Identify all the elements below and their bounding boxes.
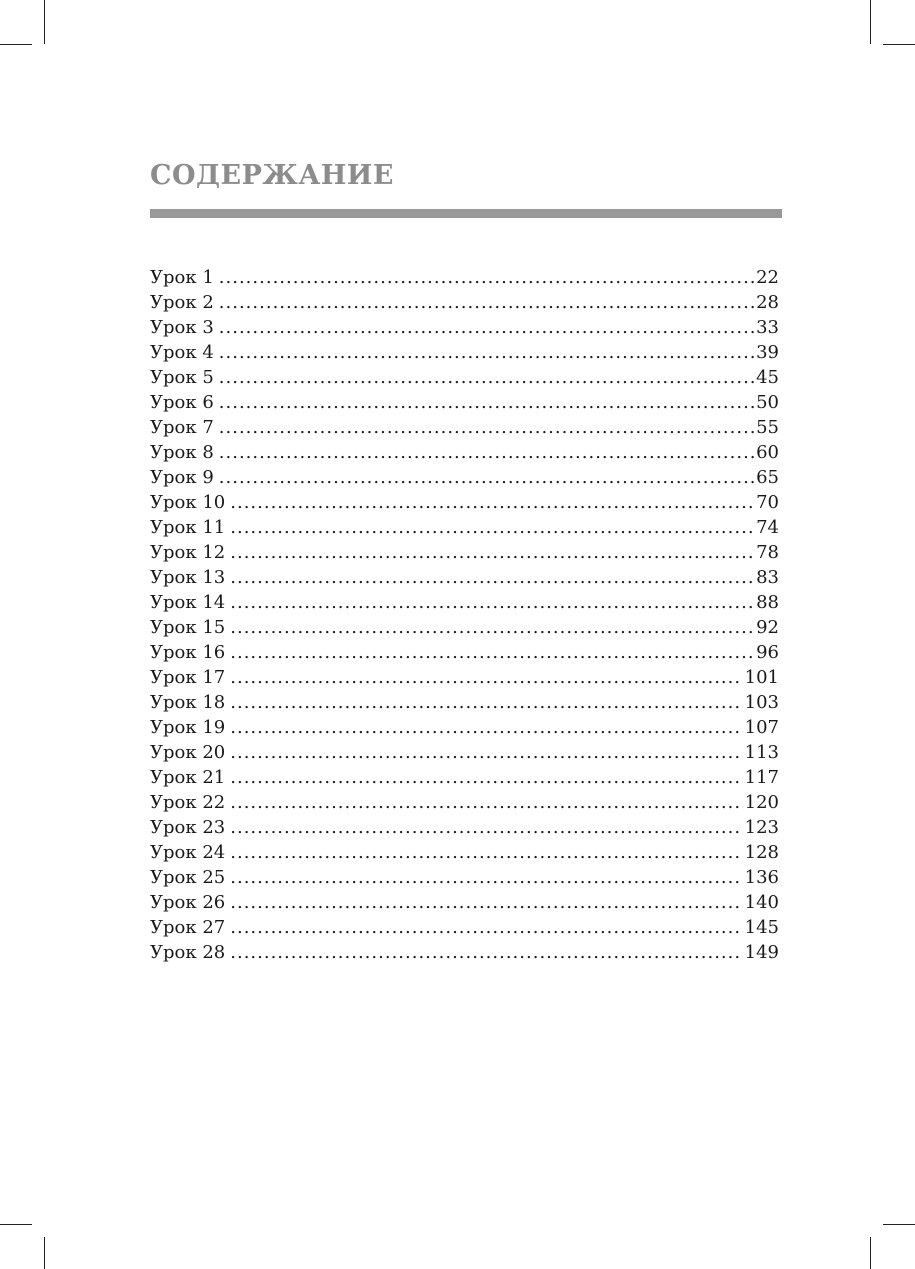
toc-dot-leader bbox=[219, 340, 754, 365]
toc-dot-leader bbox=[219, 440, 754, 465]
toc-entry-page-number: 101 bbox=[744, 667, 779, 688]
toc-dot-leader bbox=[219, 315, 754, 340]
title-divider bbox=[150, 209, 782, 218]
toc-entry[interactable] bbox=[150, 490, 779, 515]
crop-mark-top-right bbox=[870, 0, 871, 44]
toc-entry[interactable] bbox=[150, 615, 779, 640]
toc-dot-leader bbox=[230, 565, 754, 590]
toc-entry-label: Урок 14 bbox=[150, 592, 226, 613]
toc-entry[interactable] bbox=[150, 890, 779, 915]
toc-entry[interactable] bbox=[150, 740, 779, 765]
toc-entry-label: Урок 7 bbox=[150, 417, 214, 438]
toc-entry[interactable] bbox=[150, 540, 779, 565]
toc-dot-leader bbox=[230, 890, 742, 915]
toc-entry-label: Урок 26 bbox=[150, 892, 226, 913]
toc-entry[interactable] bbox=[150, 765, 779, 790]
toc-entry[interactable] bbox=[150, 265, 779, 290]
toc-entry-label: Урок 15 bbox=[150, 617, 226, 638]
toc-entry-label: Урок 19 bbox=[150, 717, 226, 738]
toc-entry-label: Урок 3 bbox=[150, 317, 214, 338]
toc-dot-leader bbox=[230, 815, 742, 840]
toc-entry-page-number: 92 bbox=[756, 617, 779, 638]
toc-entry-page-number: 55 bbox=[756, 417, 779, 438]
crop-mark-bottom-left bbox=[0, 1224, 32, 1225]
toc-entry-page-number: 39 bbox=[756, 342, 779, 363]
toc-entry-label: Урок 12 bbox=[150, 542, 226, 563]
toc-entry[interactable] bbox=[150, 865, 779, 890]
toc-dot-leader bbox=[230, 915, 742, 940]
crop-mark-bottom-right bbox=[870, 1237, 871, 1269]
toc-dot-leader bbox=[230, 865, 742, 890]
toc-entry-page-number: 136 bbox=[744, 867, 779, 888]
toc-entry-page-number: 74 bbox=[756, 517, 779, 538]
toc-entry-label: Урок 20 bbox=[150, 742, 226, 763]
toc-entry-page-number: 145 bbox=[744, 917, 779, 938]
toc-dot-leader bbox=[230, 515, 754, 540]
toc-dot-leader bbox=[219, 290, 754, 315]
toc-dot-leader bbox=[230, 490, 754, 515]
toc-entry-page-number: 33 bbox=[756, 317, 779, 338]
toc-entry-page-number: 28 bbox=[756, 292, 779, 313]
toc-dot-leader bbox=[230, 840, 742, 865]
toc-entry-label: Урок 2 bbox=[150, 292, 214, 313]
toc-entry[interactable] bbox=[150, 290, 779, 315]
toc-entry-page-number: 70 bbox=[756, 492, 779, 513]
toc-entry-page-number: 45 bbox=[756, 367, 779, 388]
table-of-contents bbox=[150, 265, 779, 965]
toc-entry-page-number: 128 bbox=[744, 842, 779, 863]
toc-entry[interactable] bbox=[150, 515, 779, 540]
toc-entry[interactable] bbox=[150, 315, 779, 340]
toc-dot-leader bbox=[219, 265, 754, 290]
toc-entry-page-number: 113 bbox=[744, 742, 779, 763]
toc-entry-label: Урок 1 bbox=[150, 267, 214, 288]
toc-entry-page-number: 78 bbox=[756, 542, 779, 563]
toc-entry-label: Урок 18 bbox=[150, 692, 226, 713]
toc-entry[interactable] bbox=[150, 690, 779, 715]
crop-mark-bottom-left bbox=[44, 1237, 45, 1269]
toc-entry-label: Урок 4 bbox=[150, 342, 214, 363]
toc-dot-leader bbox=[230, 640, 754, 665]
toc-entry[interactable] bbox=[150, 415, 779, 440]
toc-entry-page-number: 107 bbox=[744, 717, 779, 738]
toc-entry-page-number: 120 bbox=[744, 792, 779, 813]
toc-entry-label: Урок 17 bbox=[150, 667, 226, 688]
toc-entry-page-number: 96 bbox=[756, 642, 779, 663]
toc-dot-leader bbox=[230, 540, 754, 565]
toc-dot-leader bbox=[230, 665, 742, 690]
toc-dot-leader bbox=[219, 365, 754, 390]
toc-entry-page-number: 140 bbox=[744, 892, 779, 913]
toc-entry-page-number: 103 bbox=[744, 692, 779, 713]
page-title: СОДЕРЖАНИЕ bbox=[150, 160, 394, 191]
toc-entry[interactable] bbox=[150, 565, 779, 590]
toc-entry[interactable] bbox=[150, 465, 779, 490]
toc-entry[interactable] bbox=[150, 790, 779, 815]
toc-entry[interactable] bbox=[150, 915, 779, 940]
toc-entry-label: Урок 23 bbox=[150, 817, 226, 838]
toc-dot-leader bbox=[230, 615, 754, 640]
toc-entry-page-number: 88 bbox=[756, 592, 779, 613]
toc-dot-leader bbox=[219, 465, 754, 490]
toc-dot-leader bbox=[230, 690, 742, 715]
toc-entry-label: Урок 13 bbox=[150, 567, 226, 588]
toc-entry-label: Урок 6 bbox=[150, 392, 214, 413]
toc-dot-leader bbox=[219, 415, 754, 440]
toc-entry-label: Урок 21 bbox=[150, 767, 226, 788]
toc-entry-page-number: 117 bbox=[744, 767, 779, 788]
toc-entry[interactable] bbox=[150, 590, 779, 615]
toc-entry[interactable] bbox=[150, 390, 779, 415]
toc-entry-label: Урок 27 bbox=[150, 917, 226, 938]
toc-dot-leader bbox=[230, 740, 742, 765]
toc-entry-page-number: 65 bbox=[756, 467, 779, 488]
toc-entry-page-number: 123 bbox=[744, 817, 779, 838]
toc-entry[interactable] bbox=[150, 840, 779, 865]
toc-entry[interactable] bbox=[150, 640, 779, 665]
toc-entry-label: Урок 22 bbox=[150, 792, 226, 813]
toc-entry-page-number: 50 bbox=[756, 392, 779, 413]
toc-dot-leader bbox=[230, 715, 742, 740]
crop-mark-top-left bbox=[44, 0, 45, 44]
toc-entry-page-number: 22 bbox=[756, 267, 779, 288]
toc-entry-page-number: 60 bbox=[756, 442, 779, 463]
toc-dot-leader bbox=[219, 390, 754, 415]
crop-mark-top-right bbox=[883, 44, 915, 45]
toc-dot-leader bbox=[230, 940, 742, 965]
toc-entry-label: Урок 25 bbox=[150, 867, 226, 888]
toc-entry[interactable] bbox=[150, 815, 779, 840]
toc-entry[interactable] bbox=[150, 715, 779, 740]
toc-entry[interactable] bbox=[150, 940, 779, 965]
toc-entry[interactable] bbox=[150, 340, 779, 365]
toc-entry-label: Урок 10 bbox=[150, 492, 226, 513]
toc-entry-page-number: 149 bbox=[744, 942, 779, 963]
toc-dot-leader bbox=[230, 765, 742, 790]
toc-entry[interactable] bbox=[150, 440, 779, 465]
toc-entry[interactable] bbox=[150, 365, 779, 390]
toc-entry-label: Урок 9 bbox=[150, 467, 214, 488]
toc-entry-page-number: 83 bbox=[756, 567, 779, 588]
crop-mark-bottom-right bbox=[883, 1224, 915, 1225]
toc-entry-label: Урок 16 bbox=[150, 642, 226, 663]
toc-entry-label: Урок 28 bbox=[150, 942, 226, 963]
toc-entry[interactable] bbox=[150, 665, 779, 690]
toc-dot-leader bbox=[230, 590, 754, 615]
toc-entry-label: Урок 5 bbox=[150, 367, 214, 388]
toc-dot-leader bbox=[230, 790, 742, 815]
toc-entry-label: Урок 8 bbox=[150, 442, 214, 463]
crop-mark-top-left bbox=[0, 44, 32, 45]
toc-entry-label: Урок 11 bbox=[150, 517, 226, 538]
toc-entry-label: Урок 24 bbox=[150, 842, 226, 863]
